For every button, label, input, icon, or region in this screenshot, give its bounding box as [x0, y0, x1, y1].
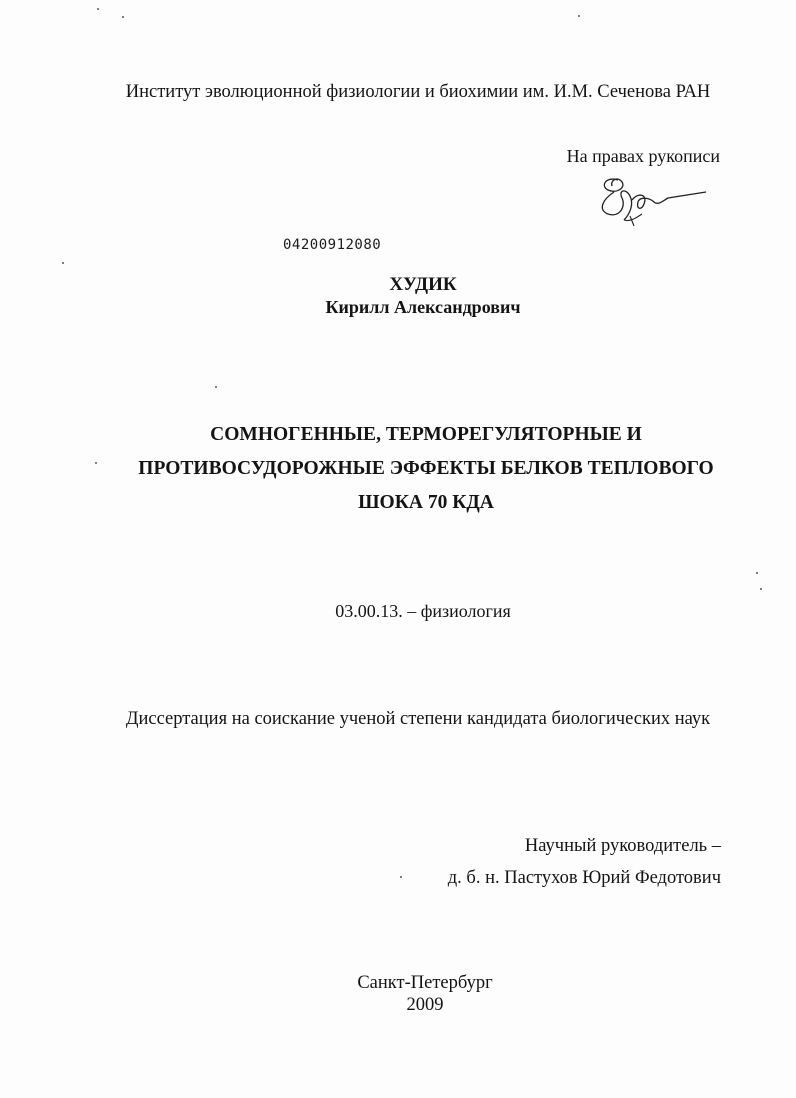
scan-speck [756, 572, 758, 574]
year: 2009 [406, 995, 444, 1015]
author-surname: ХУДИК [389, 274, 457, 295]
scan-speck [215, 386, 217, 388]
handwritten-signature [596, 170, 708, 228]
advisor-role: Научный руководитель – [524, 836, 721, 856]
title-line-3: ШОКА 70 КДА [358, 492, 494, 513]
scan-speck [97, 8, 99, 10]
city: Санкт-Петербург [357, 973, 493, 993]
degree-statement: Диссертация на соискание ученой степени кандидата биологических наук [125, 709, 711, 729]
scan-speck [760, 588, 762, 590]
author-given-names: Кирилл Александрович [325, 297, 521, 317]
title-line-2: ПРОТИВОСУДОРОЖНЫЕ ЭФФЕКТЫ БЕЛКОВ ТЕПЛОВОГО [138, 458, 714, 479]
scan-speck [578, 15, 580, 17]
document-code: 04200912080 [283, 237, 382, 253]
institute-name: Институт эволюционной физиологии и биохимии им. И.М. Сеченова РАН [125, 82, 711, 102]
specialty-code: 03.00.13. – физиология [335, 601, 511, 621]
scan-speck [122, 16, 124, 18]
rights-note: На правах рукописи [566, 146, 720, 166]
scan-speck [62, 262, 64, 264]
advisor-name: д. б. н. Пастухов Юрий Федотович [447, 868, 721, 888]
dissertation-title [0, 418, 796, 520]
title-line-1: СОМНОГЕННЫЕ, ТЕРМОРЕГУЛЯТОРНЫЕ И [210, 424, 642, 445]
scan-speck [400, 876, 402, 878]
scan-speck [95, 462, 97, 464]
